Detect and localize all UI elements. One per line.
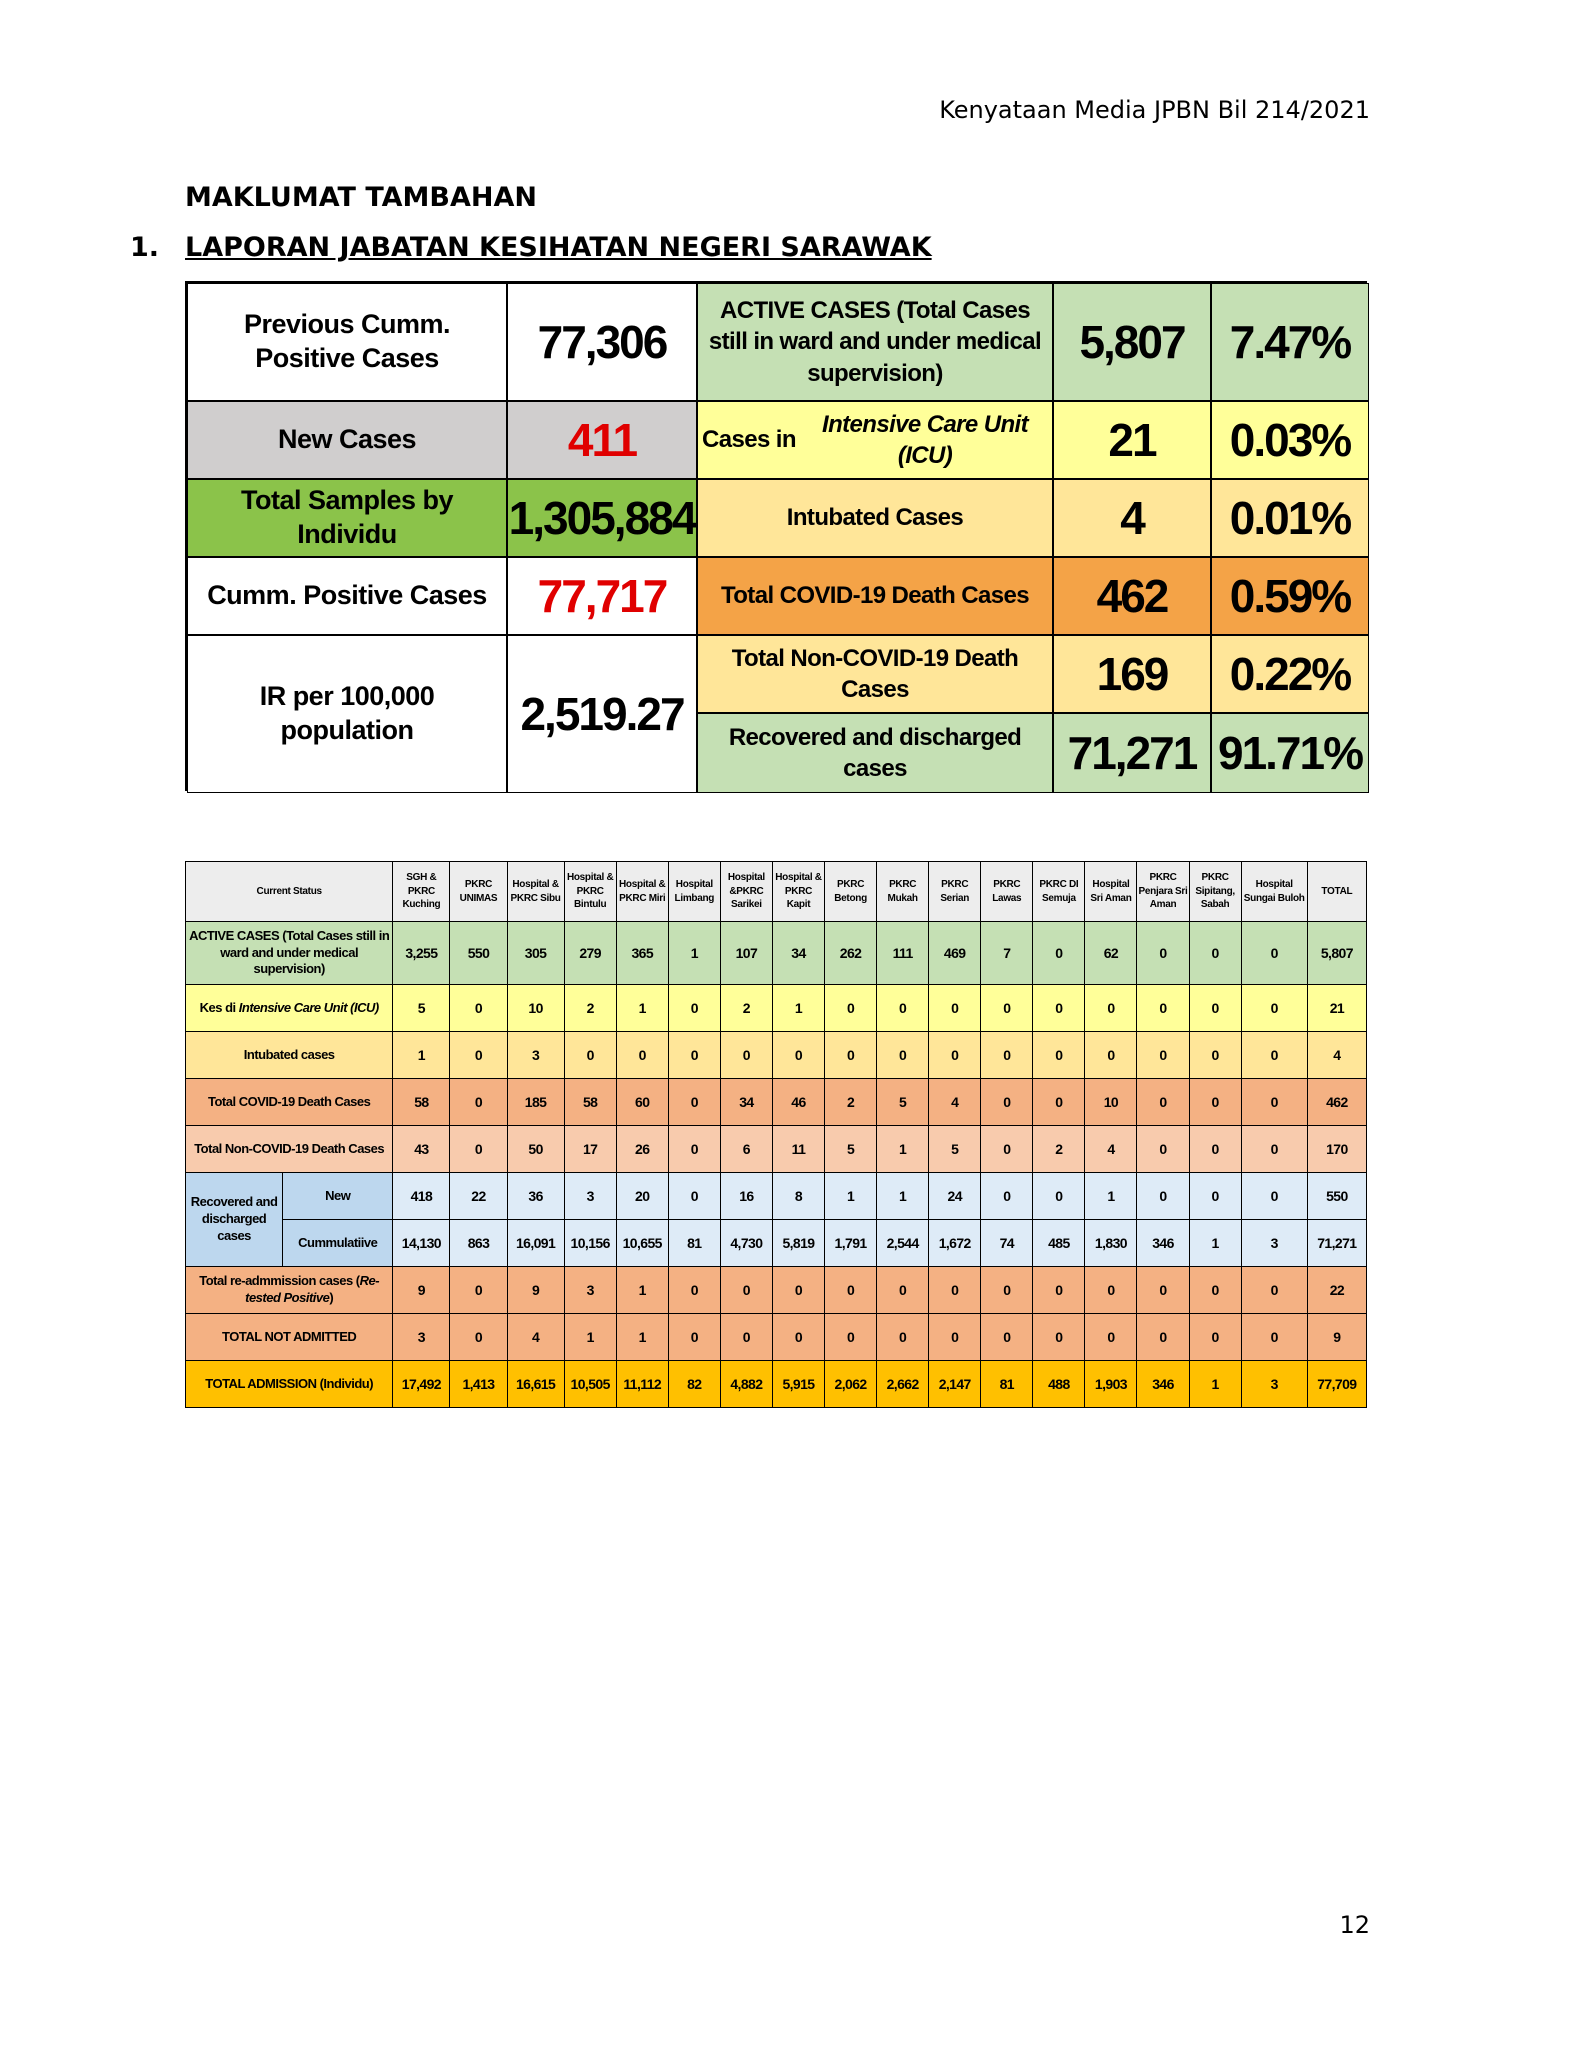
table-cell: 9 — [393, 1267, 450, 1314]
table-cell: 4 — [1085, 1126, 1137, 1173]
table-cell: 1 — [668, 922, 720, 985]
table-cell: 0 — [981, 985, 1033, 1032]
row-readmission — [186, 1267, 1367, 1314]
column-header: Hospital & PKRC Kapit — [772, 862, 824, 922]
table-cell: 6 — [720, 1126, 772, 1173]
table-cell: 3 — [564, 1267, 616, 1314]
table-cell: 4,882 — [720, 1361, 772, 1408]
table-cell: 185 — [507, 1079, 564, 1126]
table-cell: 2,544 — [877, 1220, 929, 1267]
active-cases-label: ACTIVE CASES (Total Cases still in ward and under medical supervision) — [697, 283, 1053, 401]
table-cell: 0 — [668, 985, 720, 1032]
row-label-icu — [186, 985, 393, 1032]
table-cell: 1,413 — [450, 1361, 507, 1408]
table-cell: 26 — [616, 1126, 668, 1173]
table-cell: 21 — [1307, 985, 1366, 1032]
table-cell: 0 — [772, 1032, 824, 1079]
table-cell: 74 — [981, 1220, 1033, 1267]
table-cell: 7 — [981, 922, 1033, 985]
column-header: PKRC UNIMAS — [450, 862, 507, 922]
row-recovered-new — [186, 1173, 1367, 1220]
table-cell: 0 — [1137, 1267, 1189, 1314]
column-header: PKRC Betong — [825, 862, 877, 922]
death-label: Total COVID-19 Death Cases — [697, 557, 1053, 635]
table-cell: 1,903 — [1085, 1361, 1137, 1408]
column-header: PKRC Mukah — [877, 862, 929, 922]
table-cell: 0 — [772, 1314, 824, 1361]
table-cell: 0 — [668, 1173, 720, 1220]
row-nondeath — [186, 1126, 1367, 1173]
table-cell: 0 — [668, 1267, 720, 1314]
icu-pct: 0.03% — [1211, 401, 1369, 479]
table-cell: 0 — [1241, 1079, 1307, 1126]
summary-table — [185, 281, 1367, 791]
table-cell: 550 — [1307, 1173, 1366, 1220]
table-cell: 0 — [1033, 1314, 1085, 1361]
table-cell: 11,112 — [616, 1361, 668, 1408]
table-cell: 0 — [564, 1032, 616, 1079]
table-cell: 1 — [772, 985, 824, 1032]
table-cell: 0 — [1241, 1032, 1307, 1079]
row-label-readmission-prefix: Total re-admmission cases ( — [199, 1273, 360, 1289]
table-cell: 170 — [1307, 1126, 1366, 1173]
table-cell: 0 — [1241, 985, 1307, 1032]
row-active — [186, 922, 1367, 985]
table-cell: 5,915 — [772, 1361, 824, 1408]
table-cell: 1 — [616, 1267, 668, 1314]
table-cell: 2,062 — [825, 1361, 877, 1408]
new-cases-label: New Cases — [187, 401, 507, 479]
table-cell: 0 — [981, 1079, 1033, 1126]
table-cell: 8 — [772, 1173, 824, 1220]
table-cell: 0 — [616, 1032, 668, 1079]
table-cell: 0 — [720, 1314, 772, 1361]
row-label-death: Total COVID-19 Death Cases — [186, 1079, 393, 1126]
facility-breakdown-table — [185, 861, 1367, 1408]
table-cell: 3 — [1241, 1220, 1307, 1267]
recovered-label: Recovered and discharged cases — [697, 713, 1053, 793]
table-cell: 60 — [616, 1079, 668, 1126]
table-cell: 0 — [1137, 1079, 1189, 1126]
table-cell: 81 — [668, 1220, 720, 1267]
table-cell: 0 — [1137, 922, 1189, 985]
table-cell: 0 — [1085, 1032, 1137, 1079]
table-cell: 550 — [450, 922, 507, 985]
table-cell: 0 — [720, 1032, 772, 1079]
table-cell: 0 — [1189, 1173, 1241, 1220]
table-cell: 0 — [1033, 1079, 1085, 1126]
table-cell: 0 — [668, 1032, 720, 1079]
table-cell: 365 — [616, 922, 668, 985]
row-label-icu-italic: Intensive Care Unit (ICU) — [238, 999, 379, 1015]
media-statement-reference: Kenyataan Media JPBN Bil 214/2021 — [939, 96, 1370, 124]
row-label-recovered: Recovered and discharged cases — [186, 1173, 283, 1267]
table-cell: 0 — [877, 985, 929, 1032]
column-header: Hospital & PKRC Bintulu — [564, 862, 616, 922]
table-cell: 22 — [1307, 1267, 1366, 1314]
table-cell: 305 — [507, 922, 564, 985]
table-cell: 5,819 — [772, 1220, 824, 1267]
table-cell: 0 — [668, 1079, 720, 1126]
intubated-pct: 0.01% — [1211, 479, 1369, 557]
icu-label-italic: Intensive Care Unit (ICU) — [822, 410, 1028, 469]
table-cell: 0 — [1137, 1314, 1189, 1361]
column-header: PKRC DI Semuja — [1033, 862, 1085, 922]
table-cell: 0 — [825, 1032, 877, 1079]
table-cell: 0 — [450, 1267, 507, 1314]
table-cell: 0 — [825, 1314, 877, 1361]
table-cell: 0 — [450, 985, 507, 1032]
table-cell: 0 — [1085, 1267, 1137, 1314]
row-label-readmission-italic: Re-tested Positive — [245, 1273, 380, 1305]
row-label-recovered-new: New — [283, 1173, 393, 1220]
table-cell: 0 — [1189, 922, 1241, 985]
table-cell: 1,672 — [929, 1220, 981, 1267]
table-cell: 10,505 — [564, 1361, 616, 1408]
column-header: Hospital Sungai Buloh — [1241, 862, 1307, 922]
table-cell: 5,807 — [1307, 922, 1366, 985]
row-label-readmission-suffix: ) — [329, 1290, 334, 1305]
table-cell: 1 — [877, 1126, 929, 1173]
table-cell: 0 — [929, 985, 981, 1032]
table-cell: 1,830 — [1085, 1220, 1137, 1267]
table-cell: 4 — [507, 1314, 564, 1361]
table-cell: 10,655 — [616, 1220, 668, 1267]
prev-cumm-value: 77,306 — [507, 283, 697, 401]
table-cell: 0 — [720, 1267, 772, 1314]
table-cell: 14,130 — [393, 1220, 450, 1267]
table-cell: 0 — [929, 1314, 981, 1361]
page-number: 12 — [1339, 1911, 1370, 1939]
table-cell: 0 — [825, 1267, 877, 1314]
table-cell: 0 — [1085, 985, 1137, 1032]
table-cell: 0 — [1137, 1032, 1189, 1079]
table-cell: 3 — [1241, 1361, 1307, 1408]
row-intubated — [186, 1032, 1367, 1079]
table-cell: 0 — [877, 1314, 929, 1361]
table-cell: 0 — [1241, 1267, 1307, 1314]
table-cell: 863 — [450, 1220, 507, 1267]
table-cell: 469 — [929, 922, 981, 985]
table-cell: 10,156 — [564, 1220, 616, 1267]
table-cell: 71,271 — [1307, 1220, 1366, 1267]
table-cell: 485 — [1033, 1220, 1085, 1267]
table-cell: 10 — [507, 985, 564, 1032]
column-header: Hospital &PKRC Sarikei — [720, 862, 772, 922]
table-cell: 111 — [877, 922, 929, 985]
death-value: 462 — [1053, 557, 1211, 635]
recovered-value: 71,271 — [1053, 713, 1211, 793]
table-cell: 262 — [825, 922, 877, 985]
table-cell: 0 — [1189, 1267, 1241, 1314]
table-cell: 16,091 — [507, 1220, 564, 1267]
table-cell: 1,791 — [825, 1220, 877, 1267]
table-cell: 3 — [564, 1173, 616, 1220]
samples-value: 1,305,884 — [507, 479, 697, 557]
nondeath-value: 169 — [1053, 635, 1211, 713]
table-cell: 0 — [929, 1267, 981, 1314]
table-cell: 36 — [507, 1173, 564, 1220]
table-cell: 346 — [1137, 1361, 1189, 1408]
table-cell: 0 — [981, 1267, 1033, 1314]
table-cell: 5 — [929, 1126, 981, 1173]
intubated-value: 4 — [1053, 479, 1211, 557]
column-header: Hospital & PKRC Miri — [616, 862, 668, 922]
table-cell: 46 — [772, 1079, 824, 1126]
table-cell: 16,615 — [507, 1361, 564, 1408]
column-header: Hospital Sri Aman — [1085, 862, 1137, 922]
row-label-readmission — [186, 1267, 393, 1314]
table-cell: 2,147 — [929, 1361, 981, 1408]
table-cell: 0 — [450, 1032, 507, 1079]
cumm-positive-value: 77,717 — [507, 557, 697, 635]
table-cell: 11 — [772, 1126, 824, 1173]
samples-label: Total Samples by Individu — [187, 479, 507, 557]
table-cell: 17 — [564, 1126, 616, 1173]
status-header: Current Status — [186, 862, 393, 922]
table-cell: 2 — [720, 985, 772, 1032]
table-cell: 0 — [981, 1126, 1033, 1173]
table-cell: 0 — [877, 1032, 929, 1079]
table-cell: 58 — [564, 1079, 616, 1126]
table-cell: 1 — [616, 985, 668, 1032]
death-pct: 0.59% — [1211, 557, 1369, 635]
section-number: 1. — [130, 232, 160, 263]
table-cell: 0 — [1033, 1267, 1085, 1314]
table-cell: 488 — [1033, 1361, 1085, 1408]
table-cell: 58 — [393, 1079, 450, 1126]
table-cell: 0 — [1241, 1173, 1307, 1220]
table-cell: 77,709 — [1307, 1361, 1366, 1408]
table-cell: 1 — [877, 1173, 929, 1220]
table-cell: 4 — [929, 1079, 981, 1126]
table-cell: 0 — [981, 1173, 1033, 1220]
row-recovered-cumm — [186, 1220, 1367, 1267]
table-cell: 17,492 — [393, 1361, 450, 1408]
table-cell: 10 — [1085, 1079, 1137, 1126]
table-cell: 0 — [1189, 1126, 1241, 1173]
table-cell: 0 — [1241, 922, 1307, 985]
intubated-label: Intubated Cases — [697, 479, 1053, 557]
section-heading: LAPORAN JABATAN KESIHATAN NEGERI SARAWAK — [185, 232, 932, 263]
table-cell: 0 — [1189, 1032, 1241, 1079]
row-label-icu-prefix: Kes di — [199, 999, 239, 1015]
column-header: PKRC Serian — [929, 862, 981, 922]
table-cell: 0 — [1241, 1126, 1307, 1173]
table-cell: 0 — [1189, 1079, 1241, 1126]
table-cell: 62 — [1085, 922, 1137, 985]
table-cell: 0 — [1189, 1314, 1241, 1361]
recovered-pct: 91.71% — [1211, 713, 1369, 793]
table-cell: 0 — [981, 1032, 1033, 1079]
table-cell: 0 — [929, 1032, 981, 1079]
table-cell: 24 — [929, 1173, 981, 1220]
table-cell: 0 — [450, 1079, 507, 1126]
cumm-positive-label: Cumm. Positive Cases — [187, 557, 507, 635]
table-cell: 9 — [1307, 1314, 1366, 1361]
table-cell: 0 — [981, 1314, 1033, 1361]
table-cell: 43 — [393, 1126, 450, 1173]
row-icu — [186, 985, 1367, 1032]
table-cell: 0 — [1033, 985, 1085, 1032]
table-cell: 34 — [772, 922, 824, 985]
icu-value: 21 — [1053, 401, 1211, 479]
table-cell: 1 — [1085, 1173, 1137, 1220]
table-cell: 81 — [981, 1361, 1033, 1408]
column-header: TOTAL — [1307, 862, 1366, 922]
table-cell: 5 — [877, 1079, 929, 1126]
new-cases-value: 411 — [507, 401, 697, 479]
row-label-nondeath: Total Non-COVID-19 Death Cases — [186, 1126, 393, 1173]
row-label-intubated: Intubated cases — [186, 1032, 393, 1079]
table-cell: 16 — [720, 1173, 772, 1220]
table-cell: 0 — [1085, 1314, 1137, 1361]
table-cell: 20 — [616, 1173, 668, 1220]
row-label-active: ACTIVE CASES (Total Cases still in ward and under medical supervision) — [186, 922, 393, 985]
table-cell: 5 — [825, 1126, 877, 1173]
table-cell: 3 — [507, 1032, 564, 1079]
table-cell: 0 — [877, 1267, 929, 1314]
table-cell: 22 — [450, 1173, 507, 1220]
table-cell: 0 — [1033, 1173, 1085, 1220]
column-header: PKRC Penjara Sri Aman — [1137, 862, 1189, 922]
table-cell: 1 — [616, 1314, 668, 1361]
active-cases-pct: 7.47% — [1211, 283, 1369, 401]
nondeath-pct: 0.22% — [1211, 635, 1369, 713]
table-cell: 1 — [564, 1314, 616, 1361]
table-cell: 5 — [393, 985, 450, 1032]
table-cell: 0 — [772, 1267, 824, 1314]
table-cell: 1 — [393, 1032, 450, 1079]
table-cell: 9 — [507, 1267, 564, 1314]
ir-label: IR per 100,000 population — [187, 635, 507, 793]
table-cell: 107 — [720, 922, 772, 985]
table-cell: 2 — [1033, 1126, 1085, 1173]
table-cell: 0 — [1137, 985, 1189, 1032]
table-cell: 50 — [507, 1126, 564, 1173]
icu-label — [697, 401, 1053, 479]
table-cell: 4 — [1307, 1032, 1366, 1079]
header-row — [186, 862, 1367, 922]
table-cell: 0 — [825, 985, 877, 1032]
row-label-admission: TOTAL ADMISSION (Individu) — [186, 1361, 393, 1408]
column-header: PKRC Sipitang, Sabah — [1189, 862, 1241, 922]
row-label-recovered-cumm: Cummulatiive — [283, 1220, 393, 1267]
table-cell: 3,255 — [393, 922, 450, 985]
table-cell: 4,730 — [720, 1220, 772, 1267]
table-cell: 0 — [450, 1126, 507, 1173]
column-header: SGH & PKRC Kuching — [393, 862, 450, 922]
table-cell: 0 — [1033, 1032, 1085, 1079]
table-cell: 0 — [668, 1314, 720, 1361]
row-label-not-admitted: TOTAL NOT ADMITTED — [186, 1314, 393, 1361]
table-cell: 346 — [1137, 1220, 1189, 1267]
column-header: Hospital Limbang — [668, 862, 720, 922]
table-cell: 0 — [1241, 1314, 1307, 1361]
table-cell: 0 — [1033, 922, 1085, 985]
table-cell: 0 — [1189, 985, 1241, 1032]
section-title: MAKLUMAT TAMBAHAN — [185, 182, 537, 213]
row-death — [186, 1079, 1367, 1126]
table-cell: 0 — [1137, 1173, 1189, 1220]
table-cell: 1 — [1189, 1220, 1241, 1267]
row-admission — [186, 1361, 1367, 1408]
table-cell: 2 — [564, 985, 616, 1032]
table-cell: 418 — [393, 1173, 450, 1220]
column-header: PKRC Lawas — [981, 862, 1033, 922]
table-cell: 0 — [450, 1314, 507, 1361]
ir-value: 2,519.27 — [507, 635, 697, 793]
icu-label-prefix: Cases in — [702, 426, 802, 454]
table-cell: 2 — [825, 1079, 877, 1126]
table-cell: 0 — [668, 1126, 720, 1173]
table-cell: 3 — [393, 1314, 450, 1361]
table-cell: 1 — [825, 1173, 877, 1220]
table-cell: 0 — [1137, 1126, 1189, 1173]
table-cell: 462 — [1307, 1079, 1366, 1126]
column-header: Hospital & PKRC Sibu — [507, 862, 564, 922]
row-not-admitted — [186, 1314, 1367, 1361]
table-cell: 2,662 — [877, 1361, 929, 1408]
prev-cumm-label: Previous Cumm. Positive Cases — [187, 283, 507, 401]
table-cell: 34 — [720, 1079, 772, 1126]
table-cell: 82 — [668, 1361, 720, 1408]
active-cases-value: 5,807 — [1053, 283, 1211, 401]
nondeath-label: Total Non-COVID-19 Death Cases — [697, 635, 1053, 713]
table-cell: 279 — [564, 922, 616, 985]
table-cell: 1 — [1189, 1361, 1241, 1408]
